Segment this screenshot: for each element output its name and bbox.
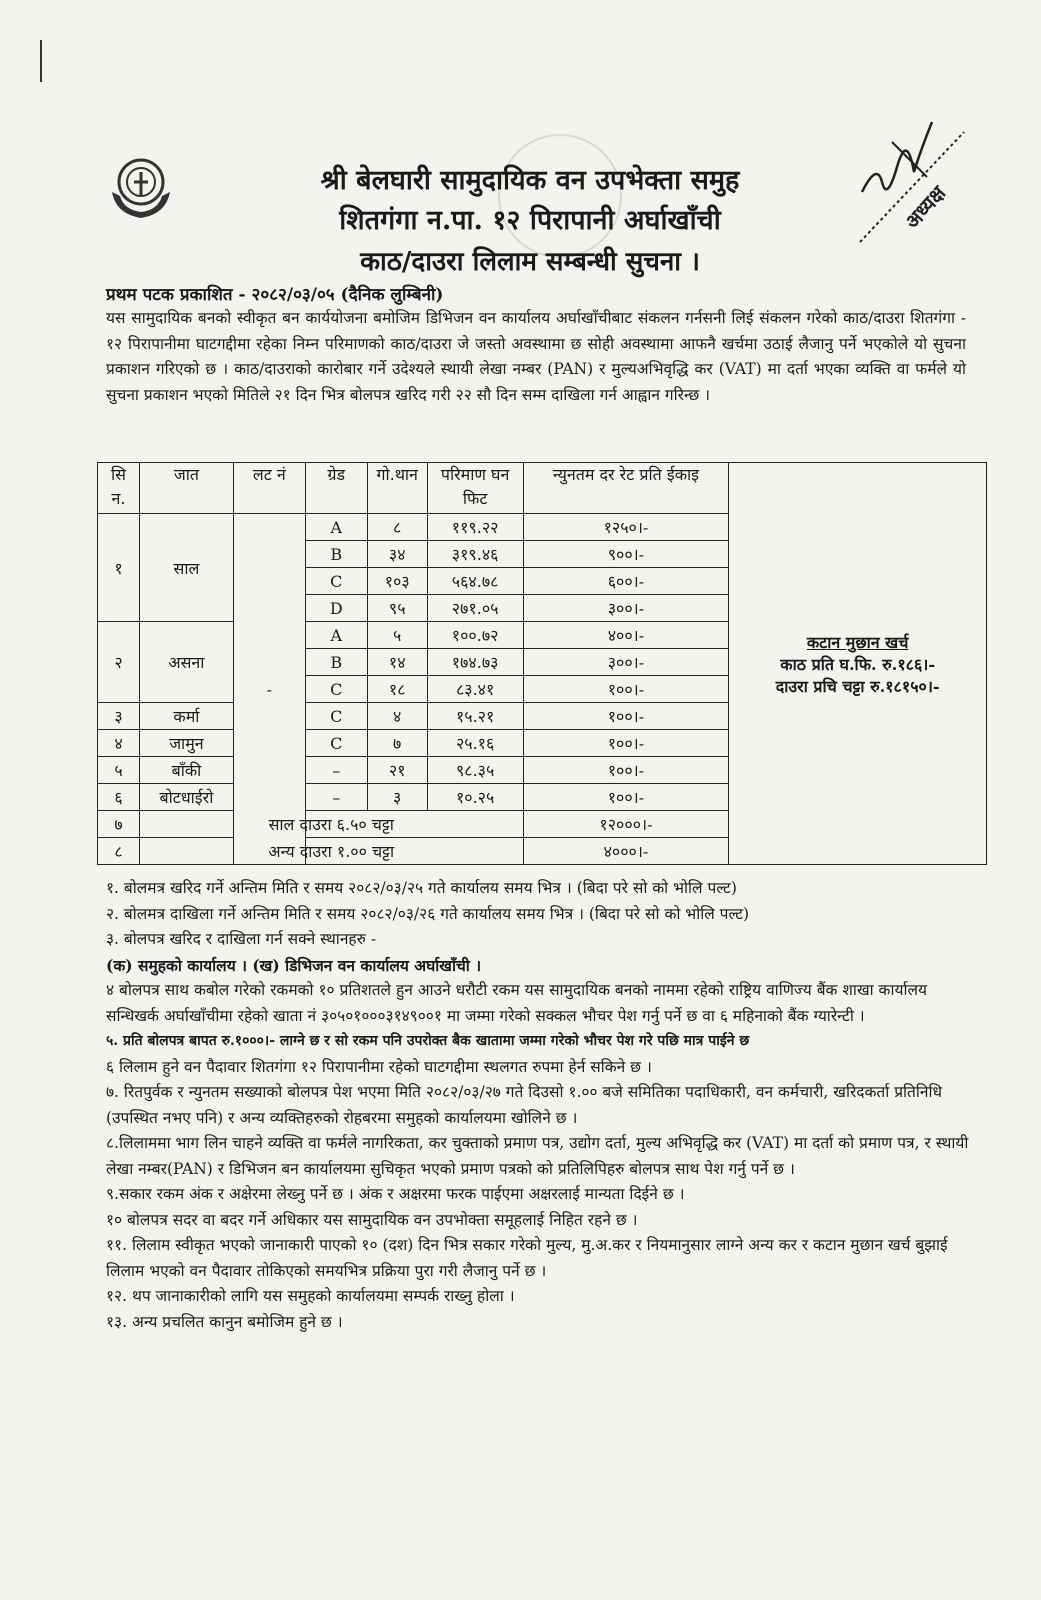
signature-title: अध्यक्ष [899, 181, 951, 234]
cell-volume: १५.२१ [427, 703, 523, 730]
cell-species: कर्मा [139, 703, 233, 730]
org-name: श्री बेलघारी सामुदायिक वन उपभेक्ता समुह [320, 165, 740, 196]
cell-species: जामुन [139, 730, 233, 757]
cell-species: असना [139, 622, 233, 703]
cell-species: बाँकी [139, 757, 233, 784]
side-note-line2: दाउरा प्रचि चट्टा रु.१८१५०।- [775, 676, 940, 696]
cell-grade: C [305, 568, 367, 595]
cell-grade: C [305, 703, 367, 730]
term-item: २. बोलमत्र दाखिला गर्ने अन्तिम मिति र समय २०८२/०३/२६ गते कार्यालय समय भित्र । (बिदा परे सो को भोलि पल्ट) [106, 904, 750, 923]
publication-line: प्रथम पटक प्रकाशित - २०८२/०३/०५ (दैनिक लुम्बिनी) [106, 285, 444, 305]
cell-pieces: ७ [367, 730, 427, 757]
cell-grade: A [305, 514, 367, 541]
term-item: ९.सकार रकम अंक र अक्षेरमा लेख्नु पर्ने छ । अंक र अक्षरमा फरक पाईएमा अक्षरलाई मान्यता दिईने छ । [106, 1185, 685, 1203]
term-item: ७. रितपुर्वक र न्युनतम सख्याको बोलपत्र पेश भएमा मिति २०८२/०३/२७ गते दिउसो १.०० बजे समितिका पदाधिकारी, वन कर्मचारी, खरिदकर्ता प्रतिनिधि (उपस्थित नभए पनि) र अन्य व्यक्तिहरुको रोहबरमा समुहको कार्यालयमा खोलिने छ । [106, 1083, 943, 1127]
cell-sn: २ [98, 622, 140, 703]
cell-sn: ८ [98, 838, 140, 865]
cell-lot: - [233, 514, 305, 865]
cell-rate: १००।- [523, 757, 729, 784]
side-note-title: कटान मुछान खर्च [806, 632, 909, 652]
term-item: ६ लिलाम हुने वन पैदावार शितगंगा १२ पिरापानीमा रहेको घाटगद्दीमा स्थलगत रुपमा हेर्न सकिने छ । [106, 1057, 652, 1076]
cell-sn: ६ [98, 784, 140, 811]
table-header-row [98, 463, 987, 514]
cell-rate: ४०००।- [523, 838, 729, 865]
col-header-species: जात [139, 463, 233, 514]
cell-sn: १ [98, 514, 140, 622]
term-item: ३. बोलपत्र खरिद र दाखिला गर्न सक्ने स्थानहरु - [106, 930, 377, 948]
cell-sn: ७ [98, 811, 140, 838]
cell-sn: ५ [98, 757, 140, 784]
term-item: ११. लिलाम स्वीकृत भएको जानाकारी पाएको १० (दश) दिन भित्र सकार गरेको मुल्य, मु.अ.कर र नियमानुसार लाग्ने अन्य कर र कटान मुछान खर्च बुझाई लिलाम भएको वन पैदावार तोकिएको समयभित्र प्रक्रिया पुरा गरी लैजानु पर्ने छ । [106, 1236, 948, 1280]
col-header-pieces: गो.थान [367, 463, 427, 514]
cell-volume: ९८.३५ [427, 757, 523, 784]
col-header-volume: परिमाण घन फिट [427, 463, 523, 514]
cell-species: साल [139, 514, 233, 622]
cell-grade: D [305, 595, 367, 622]
col-header-sn: सि न. [98, 463, 140, 514]
cell-volume: २५.१६ [427, 730, 523, 757]
intro-paragraph: यस सामुदायिक बनको स्वीकृत बन कार्ययोजना बमोजिम डिभिजन वन कार्यालय अर्घाखाँचीबाट संकलन गर्नसनी लिई संकलन गरेको काठ/दाउरा शितगंगा - १२ पिरापानीमा घाटगद्दीमा रहेका निम्न परिमाणको काठ/दाउरा जे जस्तो अवस्थामा छ सोही अवस्थामा आफनै खर्चमा उठाई लैजानु पर्ने भएकोले यो सुचना प्रकाशन गरिएको छ । काठ/दाउराको कारोबार गर्ने उदेश्यले स्थायी लेखा नम्बर (PAN) र मुल्यअभिवृद्धि कर (VAT) मा दर्ता भएका व्यक्ति वा फर्मले यो सुचना प्रकाशन भएको मितिले २१ दिन भित्र बोलपत्र खरिद गरी २२ सौ दिन सम्म दाखिला गर्न आह्वान गरिन्छ । [106, 309, 966, 404]
term-item: ८.लिलाममा भाग लिन चाहने व्यक्ति वा फर्मले नागरिकता, कर चुक्ताको प्रमाण पत्र, उद्योग दर्ता, मुल्य अभिवृद्धि कर (VAT) मा दर्ता को प्रमाण पत्र, र स्थायी लेखा नम्बर(PAN) र डिभिजन बन कार्यालयमा सुचिकृत भएको प्रमाण पत्रको को प्रतिलिपिहरु बोलपत्र साथ पेश गर्नु पर्ने छ । [106, 1134, 969, 1178]
cell-pieces: ३ [367, 784, 427, 811]
cell-sn: ३ [98, 703, 140, 730]
term-item: १३. अन्य प्रचलित कानुन बमोजिम हुने छ । [106, 1312, 343, 1331]
cell-firewood-desc: अन्य दाउरा १.०० चट्टा [139, 838, 523, 865]
term-item: १० बोलपत्र सदर वा बदर गर्ने अधिकार यस सामुदायिक वन उपभोक्ता समूहलाई निहित रहने छ । [106, 1210, 638, 1229]
term-item: १. बोलमत्र खरिद गर्ने अन्तिम मिति र समय २०८२/०३/२५ गते कार्यालय समय भित्र । (बिदा परे सो को भोलि पल्ट) [106, 879, 737, 897]
cell-pieces: ९५ [367, 595, 427, 622]
term-item: (क) समुहको कार्यालय । (ख) डिभिजन वन कार्यालय अर्घाखाँची । [106, 955, 482, 975]
org-address: शितगंगा न.पा. १२ पिरापानी अर्घाखाँची [339, 205, 721, 236]
cell-volume: ११९.२२ [427, 514, 523, 541]
cell-pieces: १८ [367, 676, 427, 703]
side-note-line1: काठ प्रति घ.फि. रु.१८६।- [780, 654, 935, 674]
cell-volume: ८३.४१ [427, 676, 523, 703]
notice-subject: काठ/दाउरा लिलाम सम्बन्धी सुचना । [360, 247, 700, 277]
cell-grade: – [305, 757, 367, 784]
cell-pieces: ३४ [367, 541, 427, 568]
cell-pieces: २१ [367, 757, 427, 784]
cell-rate: १२५०।- [523, 514, 729, 541]
cell-grade: B [305, 541, 367, 568]
side-note-cell [729, 463, 987, 865]
cell-rate: ३००।- [523, 649, 729, 676]
cell-rate: १२०००।- [523, 811, 729, 838]
cell-volume: १७४.७३ [427, 649, 523, 676]
cell-grade: A [305, 622, 367, 649]
cell-pieces: १०३ [367, 568, 427, 595]
cell-rate: ६००।- [523, 568, 729, 595]
cell-grade: – [305, 784, 367, 811]
cell-rate: ३००।- [523, 595, 729, 622]
cell-rate: ४००।- [523, 622, 729, 649]
col-header-lot: लट नं [233, 463, 305, 514]
cell-rate: १००।- [523, 703, 729, 730]
cell-pieces: ४ [367, 703, 427, 730]
cell-rate: १००।- [523, 784, 729, 811]
lot-table [97, 462, 987, 865]
margin-mark [40, 40, 42, 82]
cell-volume: १००.७२ [427, 622, 523, 649]
cell-pieces: ८ [367, 514, 427, 541]
cell-rate: ९००।- [523, 541, 729, 568]
terms-list [106, 876, 972, 1335]
cell-grade: C [305, 730, 367, 757]
cell-volume: ५६४.७८ [427, 568, 523, 595]
cell-pieces: ५ [367, 622, 427, 649]
term-item: ५. प्रति बोलपत्र बापत रु.१०००।- लाग्ने छ र सो रकम पनि उपरोक्त बैक खातामा जम्मा गरेको भौचर पेश गरे पछि मात्र पाईने छ [106, 1033, 750, 1049]
cell-volume: २७१.०५ [427, 595, 523, 622]
cell-rate: १००।- [523, 730, 729, 757]
cell-pieces: १४ [367, 649, 427, 676]
cell-volume: १०.२५ [427, 784, 523, 811]
cell-grade: C [305, 676, 367, 703]
cell-firewood-desc: साल दाउरा ६.५० चट्टा [139, 811, 523, 838]
cell-rate: १००।- [523, 676, 729, 703]
col-header-rate: न्युनतम दर रेट प्रति ईकाइ [523, 463, 729, 514]
cell-volume: ३१९.४६ [427, 541, 523, 568]
term-item: ४ बोलपत्र साथ कबोल गरेको रकमको १० प्रतिशतले हुन आउने धरौटी रकम यस सामुदायिक बनको नाममा रहेको राष्ट्रिय वाणिज्य बैंक शाखा कार्यालय सन्धिखर्क अर्घाखाँचीमा रहेको खाता नं ३०५०१०००३१४९००१ मा जम्मा गरेको सक्कल भौचर पेश गर्नु पर्ने छ वा ६ महिनाको बैंक ग्यारेन्टी । [106, 981, 927, 1025]
term-item: १२. थप जानाकारीको लागि यस समुहको कार्यालयमा सम्पर्क राख्नु होला । [106, 1287, 515, 1305]
cell-sn: ४ [98, 730, 140, 757]
col-header-grade: ग्रेड [305, 463, 367, 514]
cell-grade: B [305, 649, 367, 676]
cell-species: बोटधाईरो [139, 784, 233, 811]
